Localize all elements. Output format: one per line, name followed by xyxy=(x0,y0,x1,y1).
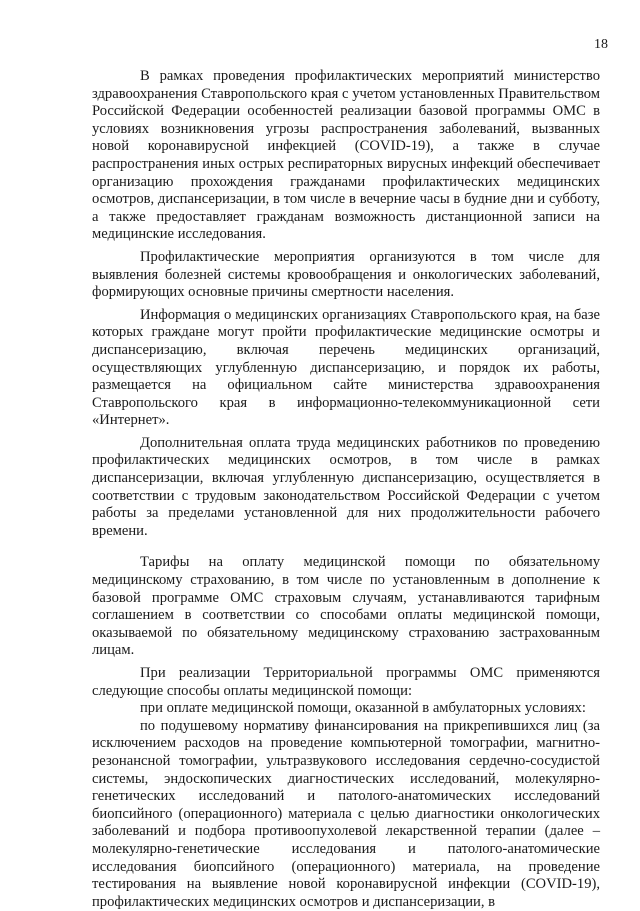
page-number: 18 xyxy=(594,37,608,52)
paragraph: Дополнительная оплата труда медицинских работников по проведению профилактических медицинских осмотров, в том числе в рамках диспансеризации, включая углубленную диспансеризацию, осуществляется в соответствии с трудовым законодательством Российской Федерации с учетом работы за пределами установленной для них продолжительности рабочего времени. xyxy=(92,434,600,539)
document-body xyxy=(92,68,600,911)
paragraph: Тарифы на оплату медицинской помощи по обязательному медицинскому страхованию, в том числе по установленным в дополнение к базовой программе ОМС страховым случаям, устанавливаются тарифным соглашением в соответствии со способами оплаты медицинской помощи, оказываемой по обязательному медицинскому страхованию застрахованным лицам. xyxy=(92,554,600,659)
paragraph: В рамках проведения профилактических мероприятий министерство здравоохранения Ставропольского края с учетом установленных Правительством Российской Федерации особенностей реализации базовой программы ОМС в условиях возникновения угрозы распространения заболеваний, вызванных новой коронавирусной инфекцией (COVID-19), а также в случае распространения иных острых респираторных вирусных инфекций обеспечивает организацию прохождения гражданами профилактических медицинских осмотров, диспансеризации, в том числе в вечерние часы в будние дни и субботу, а также предоставляет гражданам возможность дистанционной записи на медицинские исследования. xyxy=(92,68,600,243)
paragraph: Профилактические мероприятия организуются в том числе для выявления болезней системы кровообращения и онкологических заболеваний, формирующих основные причины смертности населения. xyxy=(92,248,600,301)
paragraph: Информация о медицинских организациях Ставропольского края, на базе которых граждане могут пройти профилактические медицинские осмотры и диспансеризацию, включая перечень медицинских организаций, осуществляющих углубленную диспансеризацию, и порядок их работы, размещается на официальном сайте министерства здравоохранения Ставропольского края в информационно-телекоммуникационной сети «Интернет». xyxy=(92,306,600,429)
paragraph: по подушевому нормативу финансирования на прикрепившихся лиц (за исключением расходов на проведение компьютерной томографии, магнитно-резонансной томографии, ультразвукового исследования сердечно-сосудистой системы, эндоскопических диагностических исследований, молекулярно-генетических исследований и патолого-анатомических исследований биопсийного (операционного) материала с целью диагностики онкологических заболеваний и подбора противоопухолевой лекарственной терапии (далее – молекулярно-генетические исследования и патолого-анатомические исследования биопсийного (операционного) материала, на проведение тестирования на выявление новой коронавирусной инфекции (COVID-19), профилактических медицинских осмотров и диспансеризации, в xyxy=(92,717,600,910)
paragraph: При реализации Территориальной программы ОМС применяются следующие способы оплаты медицинской помощи: xyxy=(92,665,600,699)
paragraph: при оплате медицинской помощи, оказанной в амбулаторных условиях: xyxy=(140,700,586,717)
